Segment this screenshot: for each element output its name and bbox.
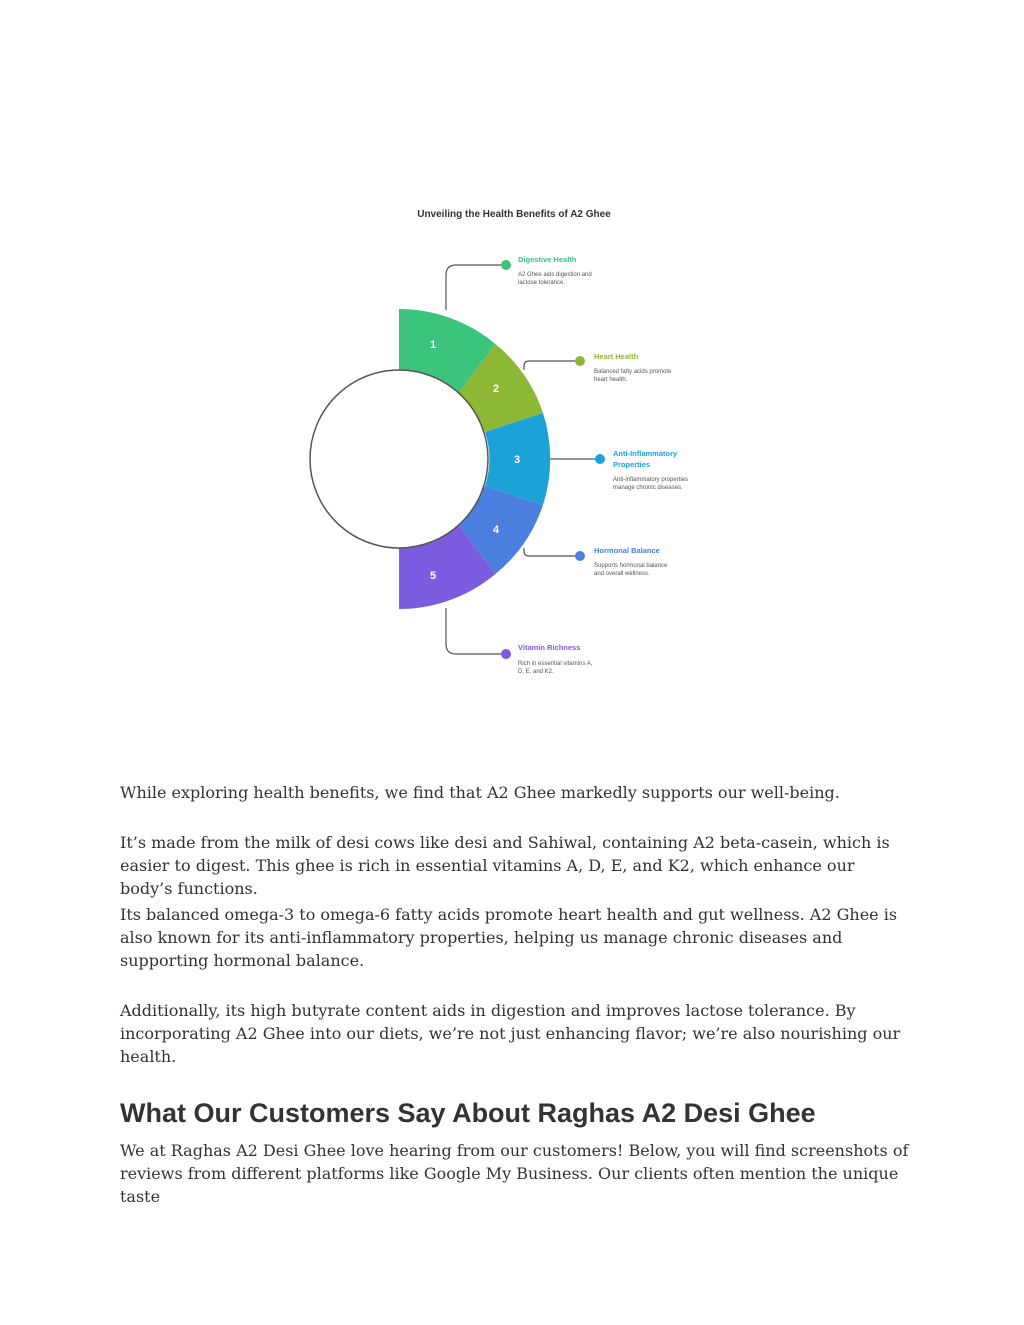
connector-line-5	[446, 608, 506, 654]
paragraph-4: Additionally, its high butyrate content aids in digestion and improves lactose tolerance. By incorporating A2 Ghee into our diets, we’re not just enhancing flavor; we’re also nourishing our health.	[120, 1001, 901, 1066]
label-desc-vitamin-line-1: Rich in essential vitamins A,	[518, 661, 593, 667]
center-circle	[310, 370, 488, 548]
label-title-hormonal-balance: Hormonal Balance	[594, 546, 660, 555]
bullet-dot-2	[575, 356, 585, 366]
paragraph-1: While exploring health benefits, we find that A2 Ghee markedly supports our well-being.	[120, 783, 840, 802]
label-desc-heart-line-2: heart health.	[594, 377, 628, 383]
label-desc-hormonal-line-2: and overall wellness.	[594, 571, 650, 577]
segment-number-5: 5	[429, 570, 437, 582]
segment-number-2: 2	[492, 383, 500, 395]
label-title-anti-inflammatory-line-2: Properties	[613, 460, 651, 469]
section-heading: What Our Customers Say About Raghas A2 Desi Ghee	[120, 1098, 816, 1128]
label-title-heart-health: Heart Health	[594, 352, 639, 361]
connector-line-2	[524, 361, 580, 370]
label-desc-digestive-line-1: A2 Ghee aids digestion and	[518, 272, 592, 278]
label-title-anti-inflammatory-line-1: Anti-Inflammatory	[613, 449, 678, 458]
label-desc-heart-line-1: Balanced fatty acids promote	[594, 369, 672, 375]
label-title-digestive-health: Digestive Health	[518, 255, 577, 264]
health-benefits-infographic	[290, 195, 750, 695]
bullet-dot-3	[595, 454, 605, 464]
connector-line-4	[524, 548, 580, 556]
label-title-vitamin-richness: Vitamin Richness	[518, 643, 581, 652]
segment-number-1: 1	[429, 339, 437, 351]
label-desc-digestive-line-2: lactose tolerance.	[518, 280, 566, 286]
bullet-dot-5	[501, 649, 511, 659]
label-desc-anti-inflammatory-line-1: Anti-inflammatory properties	[613, 477, 689, 483]
paragraph-2: It’s made from the milk of desi cows like desi and Sahiwal, containing A2 beta-casein, which is easier to digest. This ghee is rich in essential vitamins A, D, E, and K2, which enhance our body’s functions.	[120, 833, 890, 898]
label-desc-anti-inflammatory-line-2: manage chronic diseases.	[613, 485, 683, 491]
segment-number-4: 4	[492, 524, 500, 536]
infographic-title: Unveiling the Health Benefits of A2 Ghee	[417, 209, 611, 220]
label-desc-vitamin-line-2: D, E, and K2.	[518, 669, 554, 675]
bullet-dot-4	[575, 551, 585, 561]
label-desc-hormonal-line-1: Supports hormonal balance	[594, 563, 668, 569]
section-intro: We at Raghas A2 Desi Ghee love hearing from our customers! Below, you will find screenshots of reviews from different platforms like Google My Business. Our clients often mention the unique taste	[120, 1141, 909, 1206]
infographic-svg	[290, 195, 750, 695]
bullet-dot-1	[501, 260, 511, 270]
segment-number-3: 3	[513, 454, 521, 466]
connector-line-1	[446, 265, 506, 310]
paragraph-3: Its balanced omega-3 to omega-6 fatty acids promote heart health and gut wellness. A2 Ghee is also known for its anti-inflammatory properties, helping us manage chronic diseases and supporting hormonal balance.	[120, 905, 898, 970]
